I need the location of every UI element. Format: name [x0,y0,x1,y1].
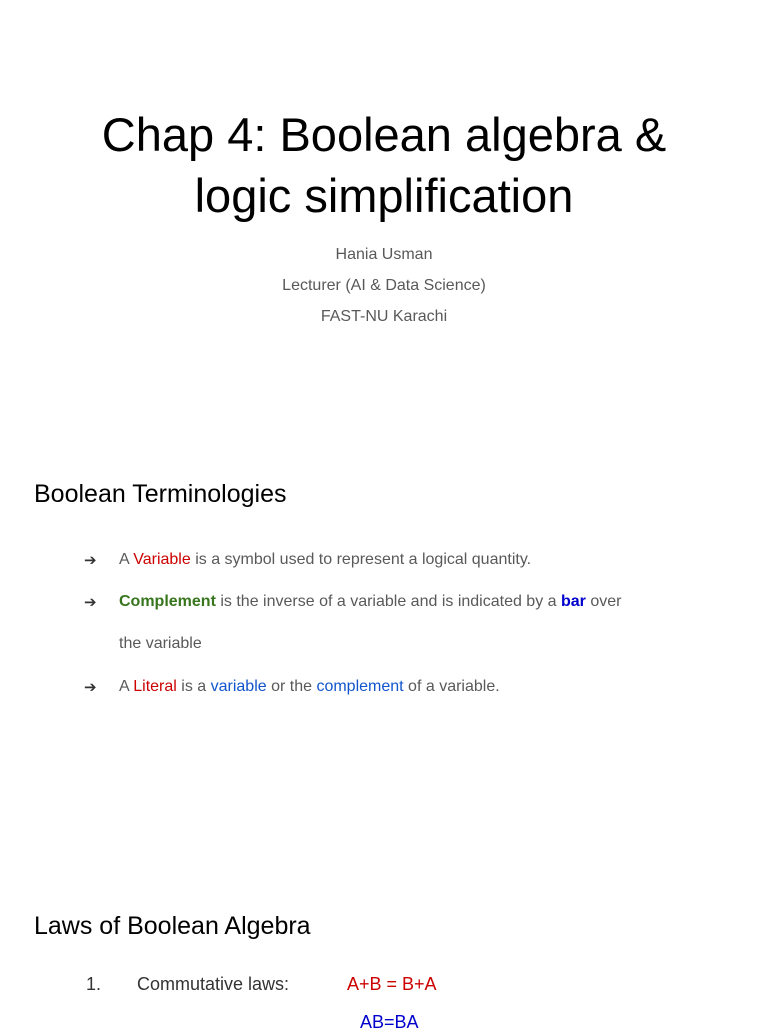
text-run: over [585,593,622,610]
bullet-item [84,539,704,581]
term-complement: Complement [119,593,216,610]
text-run: A [119,678,134,695]
title-line-1: Chap 4: Boolean algebra & [101,108,667,161]
text-run: is the inverse of a variable and is indicated by a [215,593,561,610]
bullet-text [119,539,704,581]
term-complement-link: complement [316,678,404,695]
law-number: 1. [86,974,102,994]
term-bar: bar [561,593,586,610]
slide-title [0,104,768,226]
author-name: Hania Usman [335,246,433,263]
bullet-item [84,666,704,708]
right-arrow-icon: ➔ [84,593,97,611]
author-institution: FAST-NU Karachi [320,308,448,325]
text-run: of a variable. [403,678,500,695]
term-literal: Literal [133,678,177,695]
bullet-text [119,666,704,708]
author-role: Lecturer (AI & Data Science) [282,277,486,294]
title-line-2: logic simplification [194,169,574,222]
text-run: is a symbol used to represent a logical quantity. [190,551,532,568]
text-run: A [119,551,134,568]
bullet-item [84,581,704,665]
bullet-text [119,581,704,665]
law-name: Commutative laws: [137,974,290,994]
law-equation-1: A+B = B+A [347,974,437,994]
right-arrow-icon: ➔ [84,551,97,569]
laws-heading: Laws of Boolean Algebra [34,912,311,940]
text-run: is a [176,678,211,695]
right-arrow-icon: ➔ [84,678,97,696]
term-variable: Variable [133,551,191,568]
term-variable-link: variable [210,678,267,695]
text-run: or the [266,678,317,695]
law-equation-2: AB=BA [360,1012,419,1032]
terminology-heading: Boolean Terminologies [34,480,287,508]
text-run: the variable [119,635,202,652]
